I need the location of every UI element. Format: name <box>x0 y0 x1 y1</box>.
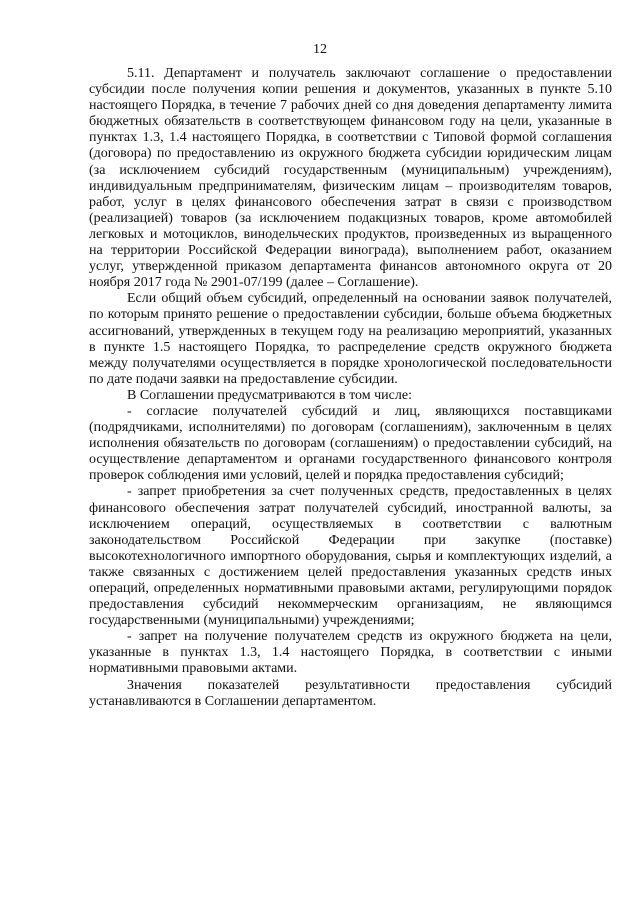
paragraph-distribution: Если общий объем субсидий, определенный на основании заявок получателей, по которым принято решение о предоставлении субсидии, больше объема бюджетных ассигнований, утвержденных в текущем году на реализацию мероприятий, указанных в пункте 1.5 настоящего Порядка, то распределение средств окружного бюджета между получателями осуществляется в порядке хронологической последовательности по дате подачи заявки на предоставление субсидии. <box>89 291 612 387</box>
list-item-consent: - согласие получателей субсидий и лиц, являющихся поставщиками (подрядчиками, исполнителями) по договорам (соглашениям), заключенным в целях исполнения обязательств по договорам (соглашениям) о предоставлении субсидий, на осуществление департаментом и органами государственного финансового контроля проверок соблюдения ими условий, целей и порядка предоставления субсидий; <box>89 403 612 484</box>
paragraph-5-11: 5.11. Департамент и получатель заключают соглашение о предоставлении субсидии после получения копии решения и документов, указанных в пункте 5.10 настоящего Порядка, в течение 7 рабочих дней со дня доведения департаменту лимита бюджетных обязательств в соответствующем финансовом году на цели, указанные в пунктах 1.3, 1.4 настоящего Порядка, в соответствии с Типовой формой соглашения (договора) по предоставлению из окружного бюджета субсидии юридическим лицам (за исключением субсидий государственным (муниципальным) учреждениям), индивидуальным предпринимателям, физическим лицам – производителям товаров, работ, услуг в целях финансового обеспечения затрат в связи с производством (реализацией) товаров (за исключением подакцизных товаров, кроме автомобилей легковых и мотоциклов, винодельческих продуктов, произведенных из выращенного на территории Российской Федерации винограда), выполнением работ, оказанием услуг, утвержденной приказом департамента финансов автономного округа от 20 ноября 2017 года № 2901-07/199 (далее – Соглашение). <box>89 66 612 291</box>
list-item-currency-ban: - запрет приобретения за счет полученных средств, предоставленных в целях финансового обеспечения затрат получателей субсидий, иностранной валюты, за исключением операций, осуществляемых в соответствии с валютным законодательством Российской Федерации при закупке (поставке) высокотехнологичного импортного оборудования, сырья и комплектующих изделий, а также связанных с достижением целей предоставления указанных средств иных операций, определенных нормативными правовыми актами, регулирующими порядок предоставления субсидий некоммерческим организациям, не являющимся государственными (муниципальными) учреждениями; <box>89 484 612 629</box>
document-body <box>89 66 612 710</box>
page-number: 12 <box>313 42 327 57</box>
list-item-double-funding-ban: - запрет на получение получателем средств из окружного бюджета на цели, указанные в пунктах 1.3, 1.4 настоящего Порядка, в соответствии с иными нормативными правовыми актами. <box>89 629 612 677</box>
paragraph-performance-indicators: Значения показателей результативности предоставления субсидий устанавливаются в Соглашении департаментом. <box>89 677 612 709</box>
paragraph-agreement-includes: В Соглашении предусматриваются в том числе: <box>127 387 412 403</box>
